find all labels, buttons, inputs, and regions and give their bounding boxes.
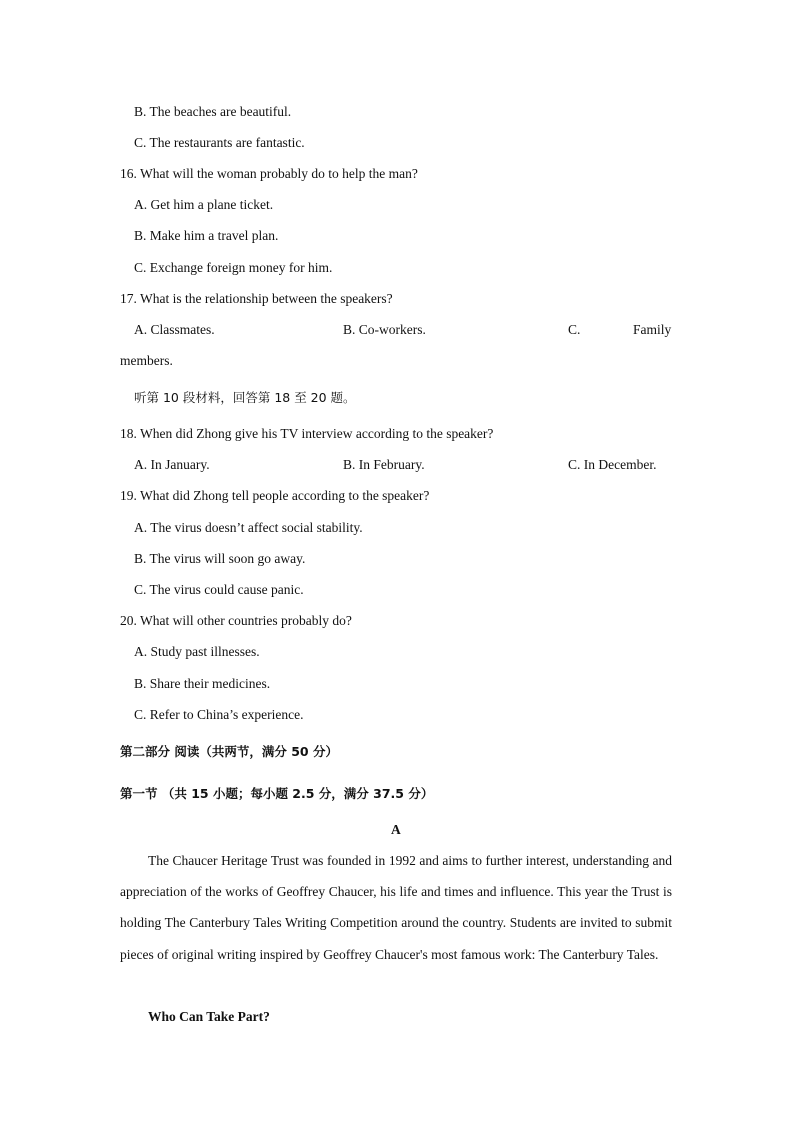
q17-option-c-continued: members. — [120, 353, 173, 368]
q18-question: 18. When did Zhong give his TV interview according to the speaker? — [120, 426, 494, 441]
part-two-heading: 第二部分 阅读（共两节，满分 50 分） — [120, 744, 338, 759]
q17-option-c-text: Family — [633, 322, 672, 337]
q20-option-b: B. Share their medicines. — [134, 676, 271, 691]
q16-question: 16. What will the woman probably do to help the man? — [120, 166, 418, 181]
q19-option-b: B. The virus will soon go away. — [134, 551, 306, 566]
q20-question: 20. What will other countries probably do? — [120, 613, 352, 628]
q18-option-c: C. In December. — [568, 457, 657, 472]
q16-option-c: C. Exchange foreign money for him. — [134, 260, 333, 275]
q15-option-b: B. The beaches are beautiful. — [134, 104, 292, 119]
listening-instruction: 听第 10 段材料，回答第 18 至 20 题。 — [134, 390, 356, 405]
q17-option-a: A. Classmates. — [134, 322, 215, 337]
passage-subheading: Who Can Take Part? — [148, 1009, 270, 1024]
q17-option-c-letter: C. — [568, 322, 581, 337]
q20-option-a: A. Study past illnesses. — [134, 644, 260, 659]
section-one-heading: 第一节 （共 15 小题；每小题 2.5 分，满分 37.5 分） — [120, 786, 434, 801]
q20-option-c: C. Refer to China’s experience. — [134, 707, 304, 722]
q16-option-b: B. Make him a travel plan. — [134, 228, 279, 243]
q19-option-a: A. The virus doesn’t affect social stability. — [134, 520, 363, 535]
q18-option-a: A. In January. — [134, 457, 210, 472]
q18-option-b: B. In February. — [343, 457, 425, 472]
q17-question: 17. What is the relationship between the speakers? — [120, 291, 393, 306]
q19-question: 19. What did Zhong tell people according to the speaker? — [120, 488, 430, 503]
q17-option-b: B. Co-workers. — [343, 322, 426, 337]
passage-label: A — [391, 822, 401, 837]
q15-option-c: C. The restaurants are fantastic. — [134, 135, 305, 150]
passage-paragraph: The Chaucer Heritage Trust was founded in 1992 and aims to further interest, understanding and appreciation of the works of Geoffrey Chaucer, his life and times and influence. This year the Trust is holding The Canterbury Tales Writing Competition around the country. Students are invited to submit pieces of original writing inspired by Geoffrey Chaucer's most famous work: The Canterbury Tales. — [120, 853, 672, 962]
q16-option-a: A. Get him a plane ticket. — [134, 197, 274, 212]
q19-option-c: C. The virus could cause panic. — [134, 582, 304, 597]
